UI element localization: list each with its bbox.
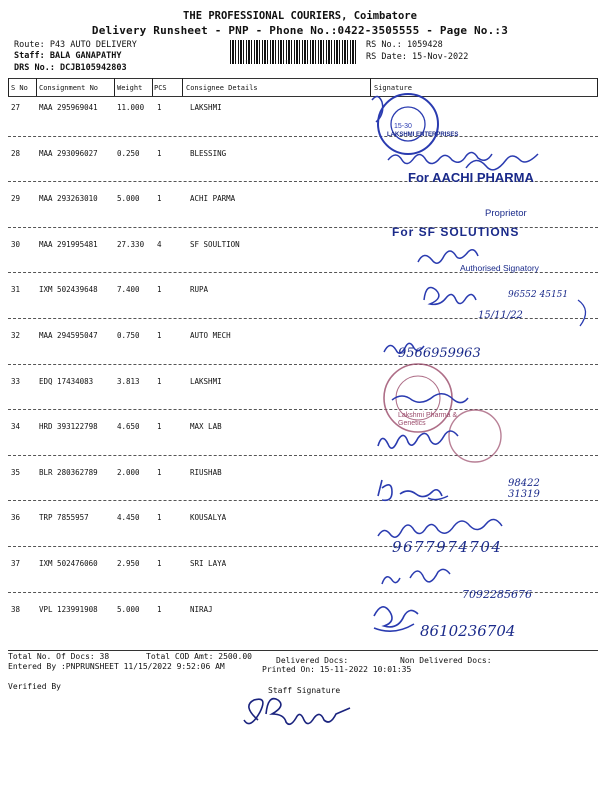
row-consignee: ACHI PARMA bbox=[190, 194, 236, 204]
row-consignment: BLR 280362789 bbox=[39, 467, 98, 477]
rs-date: RS Date: 15-Nov-2022 bbox=[366, 52, 469, 62]
row-weight: 0.250 bbox=[117, 148, 140, 158]
route-text: Route: P43 AUTO DELIVERY bbox=[14, 40, 137, 50]
row31-signature-rupa bbox=[424, 288, 476, 305]
staff-text: Staff: BALA GANAPATHY bbox=[14, 51, 122, 61]
company-title: THE PROFESSIONAL COURIERS, Coimbatore bbox=[183, 10, 417, 22]
row-sno: 38 bbox=[11, 604, 21, 614]
row-weight: 2.950 bbox=[117, 559, 140, 568]
row-pcs: 1 bbox=[157, 103, 162, 112]
row34-signature bbox=[378, 431, 458, 448]
achi-stamp-line2: Proprietor bbox=[485, 208, 527, 219]
row-sno: 33 bbox=[11, 376, 21, 386]
printed-on: Printed On: 15-11-2022 10:01:35 bbox=[262, 665, 412, 674]
srilaya-phone: 7092285676 bbox=[462, 588, 532, 601]
achi-stamp-line1: For AACHI PHARMA bbox=[408, 170, 534, 185]
row-pcs: 1 bbox=[157, 376, 162, 386]
lakshmi-pharma-stamp-text: Lakshmi Pharma & Genetics bbox=[398, 412, 458, 427]
row-weight: 11.000 bbox=[117, 103, 145, 112]
row37-signature bbox=[382, 569, 450, 584]
row-sno: 27 bbox=[11, 103, 21, 112]
sf-stamp-line2: Authorised Signatory bbox=[460, 263, 539, 273]
col-weight: Weight bbox=[117, 84, 143, 92]
rupa-phone: 96552 45151 bbox=[508, 290, 569, 300]
row-consignment: IXM 502476060 bbox=[39, 559, 98, 568]
row-pcs: 1 bbox=[157, 194, 162, 204]
row-sno: 34 bbox=[11, 422, 21, 432]
row-weight: 5.000 bbox=[117, 194, 140, 204]
row-pcs: 1 bbox=[157, 148, 162, 158]
row-consignment: MAA 295969041 bbox=[39, 103, 98, 112]
row-consignee: KOUSALYA bbox=[190, 513, 227, 523]
row-consignee: AUTO MECH bbox=[190, 331, 231, 340]
row-sno: 29 bbox=[11, 194, 21, 204]
col-sno: S No bbox=[11, 84, 28, 92]
row36-signature bbox=[378, 519, 502, 537]
row-sno: 31 bbox=[11, 285, 21, 295]
row-sno: 35 bbox=[11, 467, 21, 477]
row-weight: 27.330 bbox=[117, 239, 145, 249]
total-cod: Total COD Amt: 2500.00 bbox=[146, 652, 252, 661]
row-pcs: 1 bbox=[157, 559, 162, 568]
row-sno: 28 bbox=[11, 148, 21, 158]
row-consignment: HRD 393122798 bbox=[39, 422, 98, 432]
niraj-phone: 8610236704 bbox=[420, 622, 516, 640]
row-pcs: 1 bbox=[157, 604, 162, 614]
svg-text:15-30: 15-30 bbox=[394, 123, 412, 130]
row-weight: 2.000 bbox=[117, 467, 140, 477]
row-pcs: 1 bbox=[157, 285, 162, 295]
non-delivered-docs: Non Delivered Docs: bbox=[400, 656, 492, 665]
row-weight: 5.000 bbox=[117, 604, 140, 614]
row30-scribble bbox=[418, 250, 478, 263]
row-consignment: IXM 502439648 bbox=[39, 285, 98, 295]
row-pcs: 1 bbox=[157, 422, 162, 432]
staff-signature-scribble bbox=[244, 699, 350, 725]
row-sno: 30 bbox=[11, 239, 21, 249]
staff-signature-label: Staff Signature bbox=[268, 686, 341, 695]
row-consignee: SRI LAYA bbox=[190, 559, 227, 568]
riushab-phone: 98422 31319 bbox=[508, 478, 540, 500]
row-consignment: TRP 7855957 bbox=[39, 513, 89, 523]
rupa-date: 15/11/22 bbox=[478, 310, 523, 321]
row-pcs: 4 bbox=[157, 239, 162, 249]
row-consignee: BLESSING bbox=[190, 148, 227, 158]
row-pcs: 1 bbox=[157, 331, 162, 340]
entered-by: Entered By :PNPRUNSHEET 11/15/2022 9:52:06 AM bbox=[8, 662, 225, 671]
row-consignment: VPL 123991908 bbox=[39, 604, 98, 614]
row35-signature bbox=[378, 480, 442, 500]
row-consignment: MAA 293096027 bbox=[39, 148, 98, 158]
drs-number: DRS No.: DCJB105942803 bbox=[14, 63, 127, 73]
col-consignee: Consignee Details bbox=[186, 84, 258, 92]
verified-by: Verified By bbox=[8, 682, 61, 691]
row-consignment: MAA 293263010 bbox=[39, 194, 98, 204]
sf-stamp-line1: For SF SOLUTIONS bbox=[392, 225, 520, 239]
col-consignment: Consignment No bbox=[39, 84, 99, 92]
row-consignee: SF SOULTION bbox=[190, 239, 240, 249]
automech-phone: 9566959963 bbox=[398, 346, 481, 361]
row-weight: 0.750 bbox=[117, 331, 140, 340]
row-consignment: MAA 294595047 bbox=[39, 331, 98, 340]
rs-number: RS No.: 1059428 bbox=[366, 40, 443, 50]
col-pcs: PCS bbox=[154, 84, 167, 92]
row-consignee: LAKSHMI bbox=[190, 376, 222, 386]
row-consignee: RIUSHAB bbox=[190, 467, 222, 477]
row-consignee: MAX LAB bbox=[190, 422, 222, 432]
table-bottom-border bbox=[8, 650, 598, 651]
row-consignment: EDQ 17434083 bbox=[39, 376, 94, 386]
row-pcs: 1 bbox=[157, 467, 162, 477]
row-sno: 32 bbox=[11, 331, 21, 340]
row-weight: 4.450 bbox=[117, 513, 140, 523]
row-weight: 7.400 bbox=[117, 285, 140, 295]
row-consignment: MAA 291995481 bbox=[39, 239, 98, 249]
row38-signature bbox=[374, 607, 418, 631]
row-sno: 36 bbox=[11, 513, 21, 523]
stamp-lakshmi-text: LAKSHMI ENTERPRISES bbox=[387, 132, 459, 138]
kousalya-phone: 9677974704 bbox=[392, 538, 503, 556]
row-pcs: 1 bbox=[157, 513, 162, 523]
row-consignee: NIRAJ bbox=[190, 604, 213, 614]
row-consignee: RUPA bbox=[190, 285, 209, 295]
row-weight: 3.813 bbox=[117, 376, 140, 386]
delivered-docs: Delivered Docs: bbox=[276, 656, 349, 665]
row-consignee: LAKSHMI bbox=[190, 103, 222, 112]
lakshmi-enterprises-stamp bbox=[378, 94, 438, 154]
row-sno: 37 bbox=[11, 559, 21, 568]
col-signature: Signature bbox=[374, 84, 412, 92]
total-docs: Total No. Of Docs: 38 bbox=[8, 652, 110, 661]
row-weight: 4.650 bbox=[117, 422, 140, 432]
runsheet-title: Delivery Runsheet - PNP - Phone No.:0422-3505555 - Page No.:3 bbox=[91, 24, 509, 37]
